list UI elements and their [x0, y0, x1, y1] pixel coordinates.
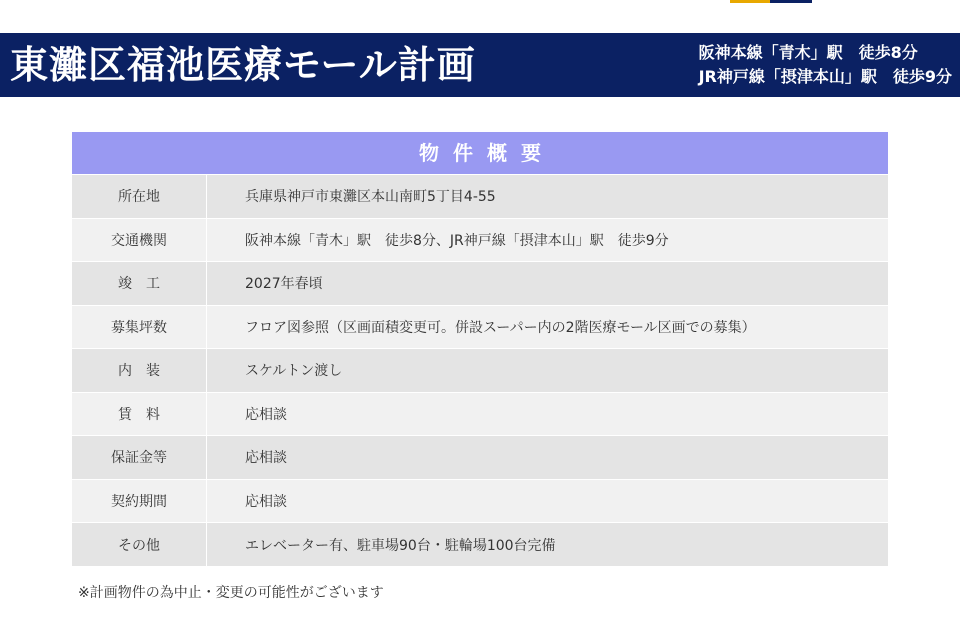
row-label: 保証金等: [72, 436, 207, 480]
row-label: 賃 料: [72, 392, 207, 436]
row-value: フロア図参照（区画面積変更可。併設スーパー内の2階医療モール区画での募集）: [207, 305, 889, 349]
row-label: 内 装: [72, 349, 207, 393]
table-row: [72, 175, 888, 219]
table-row: [72, 305, 888, 349]
table-row: [72, 436, 888, 480]
row-value: スケルトン渡し: [207, 349, 889, 393]
row-label: その他: [72, 523, 207, 567]
row-value: 応相談: [207, 436, 889, 480]
top-accent-bar: [730, 0, 812, 3]
row-label: 交通機関: [72, 218, 207, 262]
table-row: [72, 262, 888, 306]
property-summary: [72, 132, 888, 566]
table-row: [72, 218, 888, 262]
page-title: 東灘区福池医療モール計画: [10, 43, 476, 87]
row-label: 所在地: [72, 175, 207, 219]
accent-yellow: [730, 0, 770, 3]
row-value: 応相談: [207, 479, 889, 523]
summary-title: 物件概要: [72, 132, 888, 174]
row-value: 阪神本線「青木」駅 徒歩8分、JR神戸線「摂津本山」駅 徒歩9分: [207, 218, 889, 262]
row-label: 募集坪数: [72, 305, 207, 349]
access-line-jr: JR神戸線「摂津本山」駅 徒歩9分: [698, 67, 952, 86]
table-row: [72, 523, 888, 567]
row-label: 契約期間: [72, 479, 207, 523]
access-info: [699, 41, 952, 89]
row-value: エレベーター有、駐車場90台・駐輪場100台完備: [207, 523, 889, 567]
header-banner: [0, 33, 960, 97]
row-value: 2027年春頃: [207, 262, 889, 306]
access-line-hanshin: 阪神本線「青木」駅 徒歩8分: [698, 43, 918, 62]
row-value: 応相談: [207, 392, 889, 436]
table-row: [72, 479, 888, 523]
footnote: ※計画物件の為中止・変更の可能性がございます: [78, 585, 384, 601]
table-row: [72, 349, 888, 393]
row-value: 兵庫県神戸市東灘区本山南町5丁目4-55: [207, 175, 889, 219]
table-row: [72, 392, 888, 436]
summary-table: [72, 174, 888, 566]
accent-navy: [770, 0, 812, 3]
row-label: 竣 工: [72, 262, 207, 306]
